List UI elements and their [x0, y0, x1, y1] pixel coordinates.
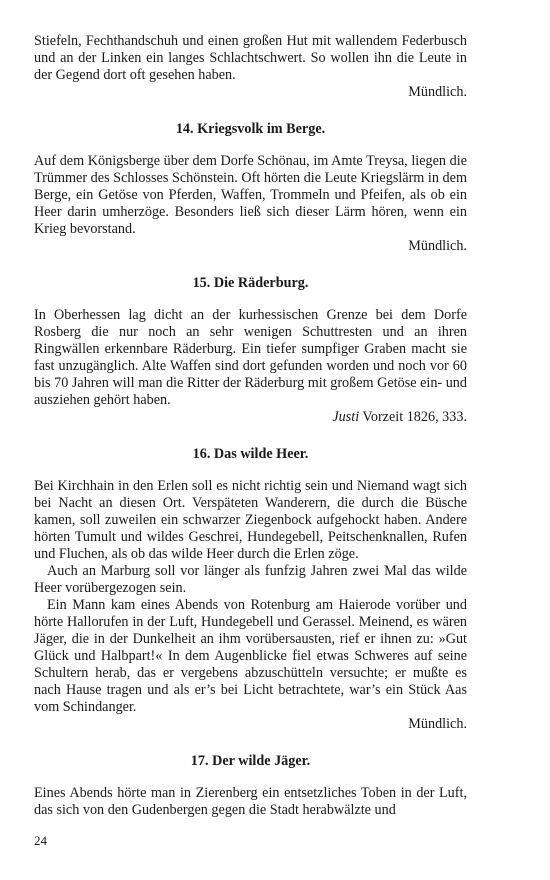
intro-paragraph: Stiefeln, Fechthandschuh und einen großen Hut mit wallendem Federbusch und an der Linken ein langes Schlachtschwert. So wollen ihn die Leute in der Gegend dort oft gesehen haben. — [34, 33, 467, 83]
section-15-title: 15. Die Räderburg. — [192, 275, 309, 291]
page-body — [34, 33, 467, 819]
section-15-source — [34, 409, 467, 426]
section-14-source: Mündlich. — [408, 238, 467, 254]
section-16-paragraph-2: Auch an Marburg soll vor länger als funfzig Jahren zwei Mal das wilde Heer vorübergezogen sein. — [34, 563, 467, 596]
section-14-title: 14. Kriegsvolk im Berge. — [175, 121, 326, 137]
section-14-text: Auf dem Königsberge über dem Dorfe Schönau, im Amte Treysa, liegen die Trümmer des Schlosses Schönstein. Oft hörten die Leute Kriegslärm in dem Berge, ein Getöse von Pferden, Waffen, Trommeln und Pfeifen, als ob ein Heer darin umherzöge. Besonders ließ sich dieser Lärm hören, wenn ein Krieg bevorstand. — [34, 153, 467, 237]
section-15-text: In Oberhessen lag dicht an der kurhessischen Grenze bei dem Dorfe Rosberg die nur noch an sehr wenigen Schuttresten und an ihren Ringwällen erkennbare Räderburg. Ein tiefer sumpfiger Graben macht sie fast unzugänglich. Alte Waffen sind dort gefunden worden und noch vor 60 bis 70 Jahren will man die Ritter der Räderburg mit großem Getöse ein- und ausziehen gehört haben. — [34, 307, 467, 408]
section-16-title: 16. Das wilde Heer. — [192, 446, 309, 462]
section-16-paragraph-3: Ein Mann kam eines Abends von Rotenburg am Haierode vorüber und hörte Hallorufen in der Luft, Hundegebell und Gerassel. Meinend, es wären Jäger, die in der Dunkelheit an ihm vorübersausten, rief er ihnen zu: »Gut Glück und Halbpart!« In dem Augenblicke fiel etwas Schweres auf seine Schultern herab, das er vergebens abzuschütteln versuchte; er mußte es nach Hause tragen und als er’s bei Licht betrachtete, war’s ein Stück Aas vom Schindanger. — [34, 597, 467, 715]
section-17-text: Eines Abends hörte man in Zierenberg ein entsetzliches Toben in der Luft, das sich von den Gudenbergen gegen die Stadt herabwälzte und — [34, 785, 467, 818]
source-author: Justi — [332, 409, 360, 425]
intro-source: Mündlich. — [408, 84, 467, 100]
source-detail: Vorzeit 1826, 333. — [359, 409, 467, 425]
section-17-title: 17. Der wilde Jäger. — [190, 753, 311, 769]
section-16-paragraph-1: Bei Kirchhain in den Erlen soll es nicht richtig sein und Niemand wagt sich bei Nacht an diesen Ort. Verspäteten Wanderern, die durch die Büsche kamen, soll zuweilen ein schwarzer Ziegenbock aufgehockt haben. Andere hörten Tumult und wildes Geschrei, Hundegebell, Peitschenknallen, Rufen und Fluchen, als ob das wilde Heer durch die Erlen zöge. — [34, 478, 467, 562]
section-16-source: Mündlich. — [408, 716, 467, 732]
page-number: 24 — [34, 833, 47, 848]
